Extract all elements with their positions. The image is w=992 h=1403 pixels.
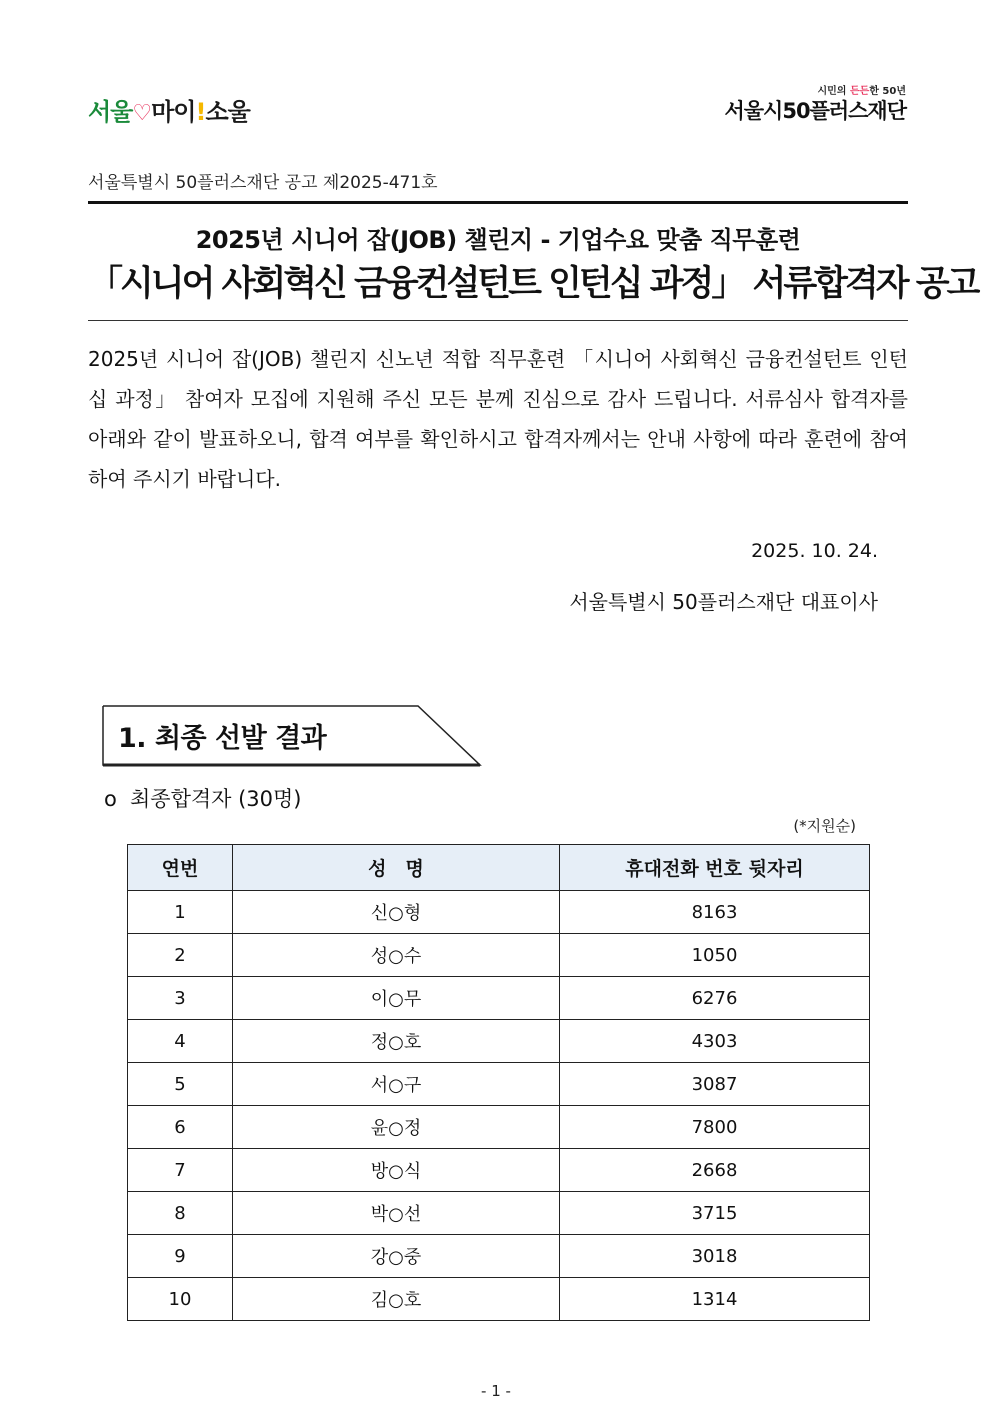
slogan-pre: 시민의	[817, 86, 850, 97]
table-row	[128, 1106, 870, 1149]
notice-date: 2025. 10. 24.	[751, 540, 878, 562]
header-name: 성 명	[233, 845, 560, 891]
cell-number: 4	[128, 1020, 233, 1063]
table-row	[128, 1149, 870, 1192]
cell-phone: 3087	[560, 1063, 870, 1106]
table-row	[128, 977, 870, 1020]
foundation-name: 서울시50플러스재단	[724, 99, 906, 123]
cell-name: 윤○정	[233, 1106, 560, 1149]
cell-number: 3	[128, 977, 233, 1020]
heart-icon: ♡	[132, 101, 152, 126]
cell-name: 서○구	[233, 1063, 560, 1106]
cell-phone: 2668	[560, 1149, 870, 1192]
slogan-post: 한 50년	[869, 86, 906, 97]
section-title: 1. 최종 선발 결과	[118, 723, 327, 754]
title-line-2: 「시니어 사회혁신 금융컨설턴트 인턴십 과정」 서류합격자 공고	[88, 264, 978, 304]
slogan-accent: 든든	[849, 86, 870, 97]
final-passers-heading	[104, 783, 302, 813]
table-row	[128, 1235, 870, 1278]
cell-name: 신○형	[233, 891, 560, 934]
cell-phone: 3018	[560, 1235, 870, 1278]
cell-number: 1	[128, 891, 233, 934]
final-passers-label: 최종합격자 (30명)	[130, 787, 302, 811]
cell-name: 성○수	[233, 934, 560, 977]
table-row	[128, 1063, 870, 1106]
cell-number: 6	[128, 1106, 233, 1149]
seoul-my-soul-logo	[88, 92, 250, 127]
cell-name: 이○무	[233, 977, 560, 1020]
logo-text-mai: 마이	[151, 98, 196, 126]
cell-number: 8	[128, 1192, 233, 1235]
cell-name: 방○식	[233, 1149, 560, 1192]
table-row	[128, 891, 870, 934]
header-number: 연번	[128, 845, 233, 891]
logo-text-seoul: 서울	[88, 98, 133, 126]
title-line-1: 2025년 시니어 잡(JOB) 챌린지 - 기업수요 맞춤 직무훈련	[195, 226, 801, 254]
signer: 서울특별시 50플러스재단 대표이사	[569, 590, 878, 614]
table-row	[128, 934, 870, 977]
cell-name: 김○호	[233, 1278, 560, 1321]
notice-number: 서울특별시 50플러스재단 공고 제2025-471호	[88, 173, 438, 193]
cell-number: 5	[128, 1063, 233, 1106]
table-header-row	[128, 845, 870, 891]
logo-text-soul: 소울	[205, 98, 250, 126]
intro-paragraph: 2025년 시니어 잡(JOB) 챌린지 신노년 적합 직무훈련 「시니어 사회혁신 금융컨설턴트 인턴십 과정」 참여자 모집에 지원해 주신 모든 분께 진심으로 감사 드립니다. 서류심사 합격자를 아래와 같이 발표하오니, 합격 여부를 확인하시고 합격자께서는 안내 사항에 따라 훈련에 참여하여 주시기 바랍니다.	[88, 347, 908, 491]
title-divider	[88, 320, 908, 321]
results-table	[127, 844, 870, 1321]
cell-name: 강○중	[233, 1235, 560, 1278]
cell-phone: 6276	[560, 977, 870, 1020]
cell-number: 7	[128, 1149, 233, 1192]
order-note: (*지원순)	[793, 817, 856, 835]
header-phone: 휴대전화 번호 뒷자리	[560, 845, 870, 891]
cell-phone: 7800	[560, 1106, 870, 1149]
cell-phone: 3715	[560, 1192, 870, 1235]
cell-phone: 4303	[560, 1020, 870, 1063]
table-row	[128, 1192, 870, 1235]
cell-number: 9	[128, 1235, 233, 1278]
page-number: - 1 -	[481, 1382, 511, 1400]
foundation-slogan	[724, 86, 906, 98]
header-divider	[88, 201, 908, 204]
cell-number: 2	[128, 934, 233, 977]
foundation-logo	[724, 86, 906, 124]
cell-number: 10	[128, 1278, 233, 1321]
cell-phone: 1314	[560, 1278, 870, 1321]
cell-phone: 1050	[560, 934, 870, 977]
bullet-circle-icon: o	[104, 787, 117, 811]
cell-name: 박○선	[233, 1192, 560, 1235]
table-row	[128, 1020, 870, 1063]
logo-exclamation: !	[195, 98, 206, 126]
cell-phone: 8163	[560, 891, 870, 934]
table-row	[128, 1278, 870, 1321]
cell-name: 정○호	[233, 1020, 560, 1063]
